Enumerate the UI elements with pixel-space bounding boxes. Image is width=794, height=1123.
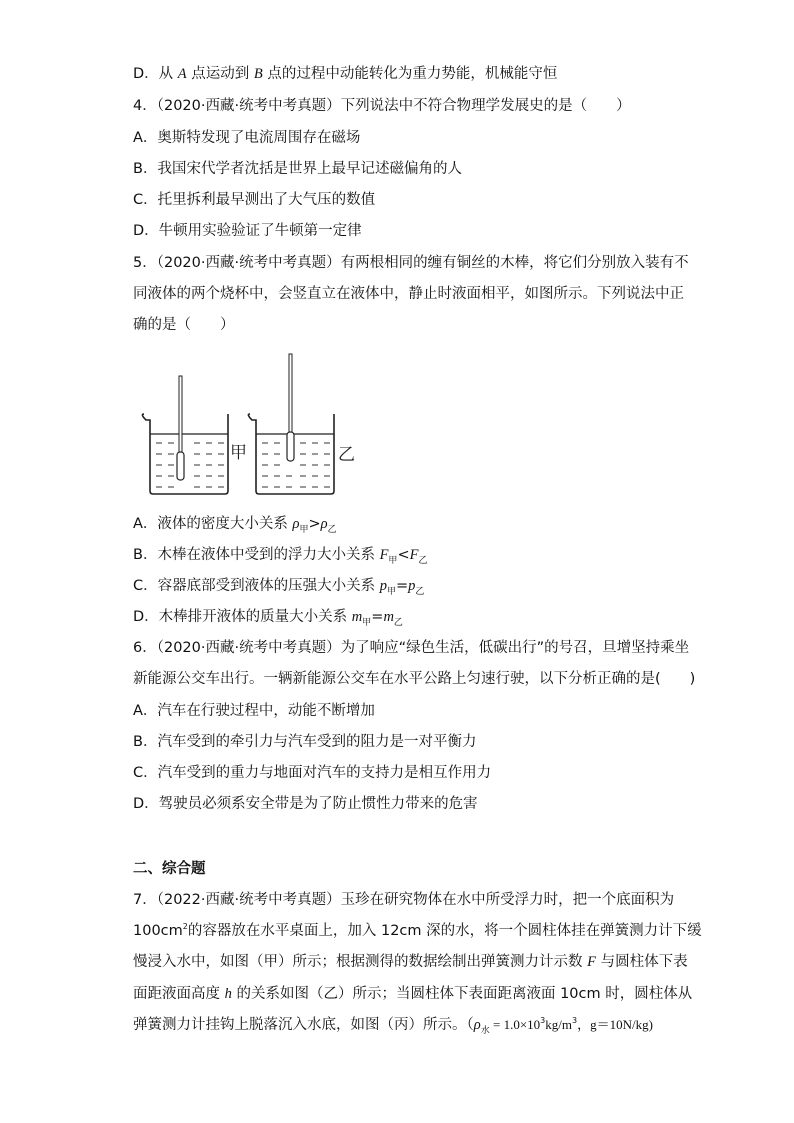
q7-gravity: ，g＝10N/kg) [577,1017,653,1032]
point-a: A [177,66,187,82]
q3-d-mid: 点运动到 [186,66,254,82]
q7-rho-sub: 水 [480,1026,490,1036]
q7-line5-a: 弹簧测力计挂钩上脱落沉入水底，如图（丙）所示。（ [133,1017,474,1033]
q7-line1: 7．（2022·西藏·统考中考真题）玉珍在研究物体在水中所受浮力时，把一个底面积为 [133,892,675,908]
q7-symbol-h: h [224,986,232,1002]
q5-b-sym2: F [409,547,419,563]
q3-d-label: D．从 [133,66,178,82]
q5-option-d [133,607,403,629]
q7-density-unit: kg/m [545,1017,572,1032]
q5-c-sym2: p [408,578,416,594]
q5-beakers-figure [140,348,380,498]
q5-d-sub2: 乙 [393,618,403,628]
q5-a-rel: > [308,516,321,532]
q4-option-d: D．牛顿用实验验证了牛顿第一定律 [133,223,362,239]
q5-option-b [133,545,427,567]
q7-density-exp: 3 [540,1016,546,1025]
q6-option-c: C．汽车受到的重力与地面对汽车的支持力是相互作用力 [133,765,492,781]
label-yi: 乙 [338,445,355,465]
q3-option-d [133,64,557,84]
q4-option-b: B．我国宋代学者沈括是世界上最早记述磁偏角的人 [133,161,462,177]
q5-d-sub1: 甲 [362,618,372,628]
q6-option-b: B．汽车受到的牵引力与汽车受到的阻力是一对平衡力 [133,734,477,750]
q7-symbol-f: F [587,954,596,970]
q5-b-rel: < [397,547,410,563]
q6-stem-line2: 新能源公交车出行。一辆新能源公交车在水平公路上匀速行驶，以下分析正确的是( ) [133,671,696,687]
q5-d-sym2: m [383,609,394,625]
point-b: B [253,66,263,82]
q3-d-rest: 点的过程中动能转化为重力势能，机械能守恒 [262,66,558,82]
q7-symbol-rho: ρ [473,1017,481,1033]
q5-stem-line1: 5．（2020·西藏·统考中考真题）有两根相同的缠有铜丝的木棒，将它们分别放入装有不 [133,255,689,271]
q7-line2-rest: 的容器放在水平桌面上，加入 12cm 深的水，将一个圆柱体挂在弹簧测力计下缓 [187,923,702,939]
q7-line4-b: 的关系如图（乙）所示；当圆柱体下表面距离液面 10cm 时，圆柱体从 [231,986,693,1002]
beaker-left [142,376,228,494]
q5-d-rel: = [371,609,384,625]
q5-a-sub1: 甲 [299,525,309,535]
q4-option-a: A．奥斯特发现了电流周围存在磁场 [133,130,361,146]
q7-area-value: 100cm [133,923,183,939]
q5-c-sub2: 乙 [415,587,425,597]
q7-line2 [133,921,702,943]
q6-option-d: D．驾驶员必须系安全带是为了防止惯性力带来的危害 [133,796,478,812]
beaker-right [248,354,334,494]
q5-option-a [133,514,337,536]
q6-stem-line1: 6．（2020·西藏·统考中考真题）为了响应“绿色生活，低碳出行”的号召，旦增坚持乘坐 [133,640,690,656]
q7-line4-a: 面距液面高度 [133,986,225,1002]
q5-stem-line3: 确的是（ ） [133,317,235,333]
q4-option-c: C．托里拆利最早测出了大气压的数值 [133,192,376,208]
q5-a-text: A．液体的密度大小关系 [133,516,293,532]
q5-c-text: C．容器底部受到液体的压强大小关系 [133,578,380,594]
q7-line3-b: 与圆柱体下表 [595,954,688,970]
q5-a-sym: ρ [292,516,300,532]
q7-area-sup: 2 [182,922,188,931]
q7-density-value: = 1.0×10 [489,1017,541,1032]
q5-option-c [133,576,424,598]
label-jia: 甲 [230,443,247,463]
q6-option-a: A．汽车在行驶过程中，动能不断增加 [133,703,375,719]
q5-b-sub1: 甲 [388,556,398,566]
q5-c-sub1: 甲 [386,587,396,597]
q7-line5 [133,1015,653,1037]
q7-line3 [133,952,688,972]
q5-b-sym: F [379,547,389,563]
q5-d-sym: m [351,609,363,625]
q5-a-sub2: 乙 [327,525,337,535]
q5-b-sub2: 乙 [418,556,428,566]
q4-stem: 4．（2020·西藏·统考中考真题）下列说法中不符合物理学发展史的是（ ） [133,98,631,114]
q5-a-sym2: ρ [320,516,328,532]
q5-c-rel: = [396,578,409,594]
q7-line4 [133,984,692,1004]
q7-density-unit-exp: 3 [571,1016,578,1025]
q5-c-sym: p [379,578,387,594]
q5-d-text: D．木棒排开液体的质量大小关系 [133,609,352,625]
q5-stem-line2: 同液体的两个烧杯中，会竖直立在液体中，静止时液面相平，如图所示。下列说法中正 [133,286,684,302]
section-heading: 二、综合题 [133,861,206,877]
q5-b-text: B．木棒在液体中受到的浮力大小关系 [133,547,380,563]
q7-line3-a: 慢浸入水中，如图（甲）所示；根据测得的数据绘制出弹簧测力计示数 [133,954,588,970]
